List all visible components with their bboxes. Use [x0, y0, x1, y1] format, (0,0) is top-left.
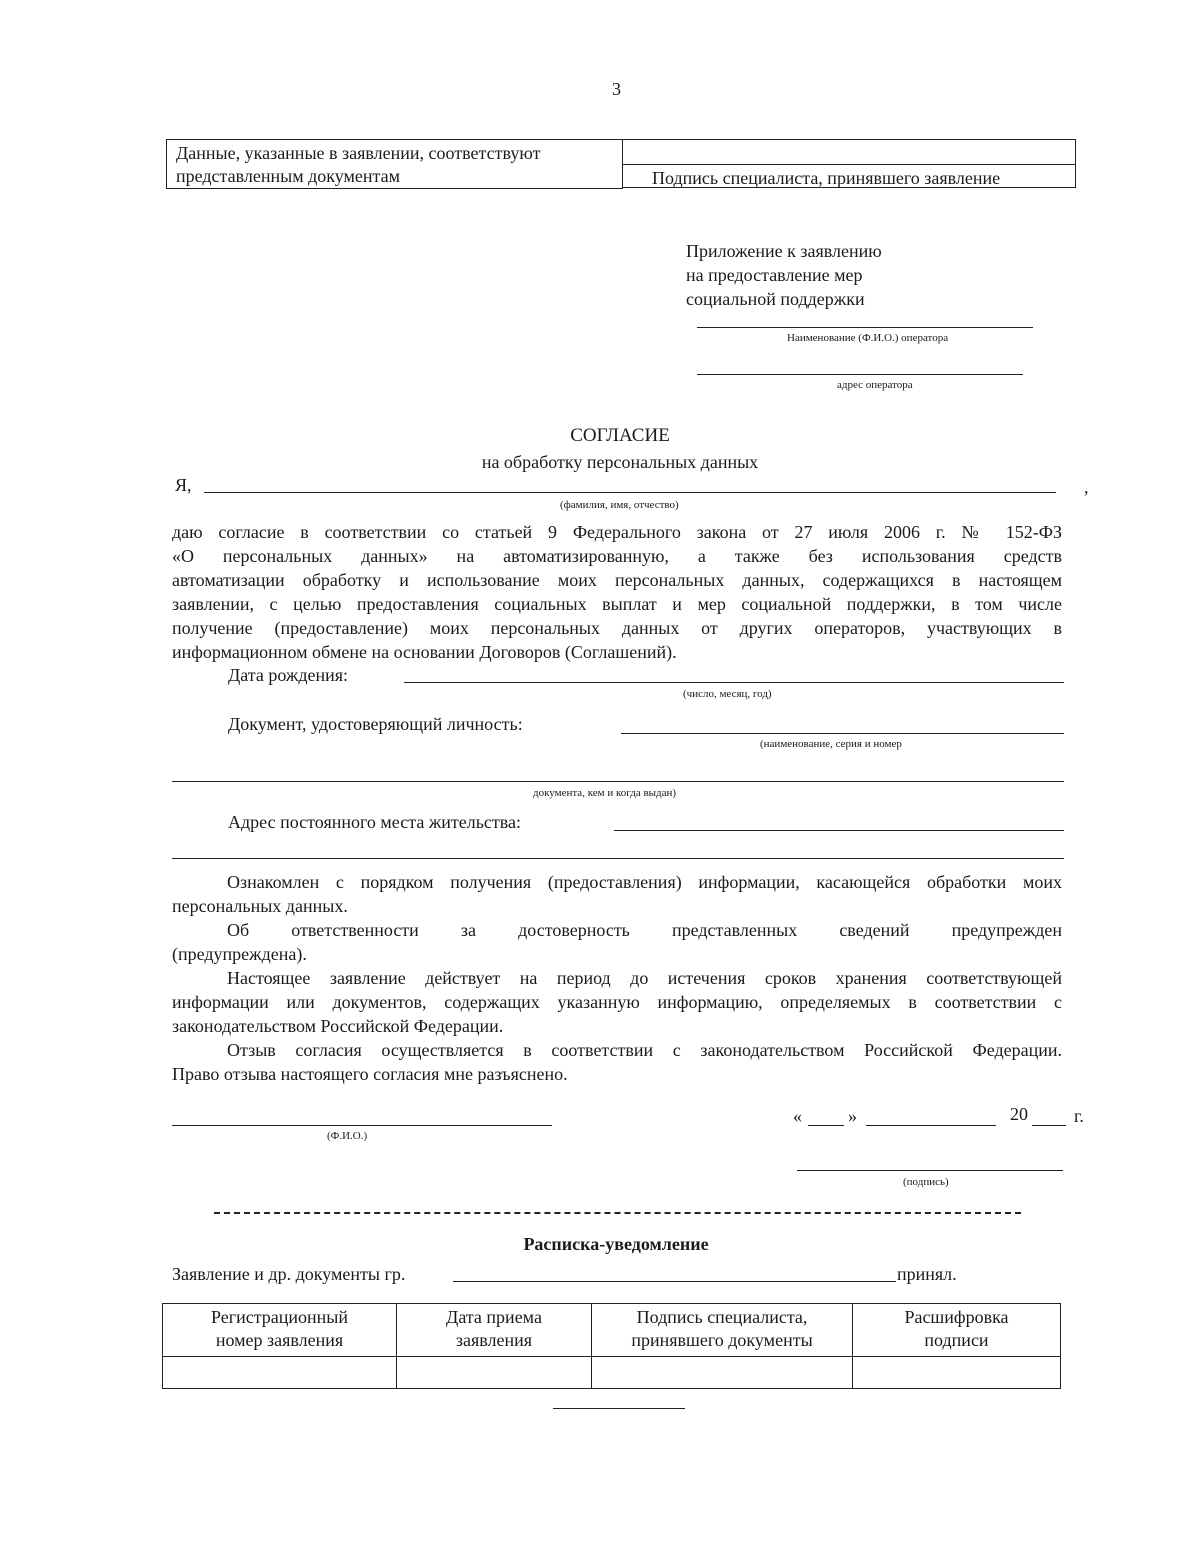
- receipt-date-cell[interactable]: [397, 1357, 592, 1389]
- paragraph-text: (предупреждена).: [172, 944, 307, 964]
- column-header-line: подписи: [924, 1330, 989, 1350]
- column-header-line: Регистрационный: [210, 1307, 349, 1327]
- column-header-line: Дата приема: [446, 1307, 542, 1327]
- applicant-name-field[interactable]: [453, 1281, 896, 1282]
- paragraph-text: Отзыв согласия осуществляется в соответствии с законодательством Российской Федерации.: [227, 1040, 1062, 1060]
- receipt-table-row: [163, 1357, 1061, 1389]
- specialist-signature-cell[interactable]: [592, 1357, 853, 1389]
- identity-document-field-2[interactable]: [172, 781, 1064, 782]
- paragraph-text: законодательством Российской Федерации.: [172, 1016, 504, 1036]
- address-label: Адрес постоянного места жительства:: [228, 812, 522, 832]
- consent-body-line: автоматизации обработку и использование моих персональных данных, содержащихся в настоящем: [172, 570, 1062, 590]
- column-header-line: принявшего документы: [631, 1330, 813, 1350]
- date-open-quote: «: [793, 1106, 802, 1126]
- consent-body-line: информационном обмене на основании Договоров (Соглашений).: [172, 642, 677, 662]
- consent-body-line: заявлении, с целью предоставления социальных выплат и мер социальной поддержки, в том числе: [172, 594, 1062, 614]
- identity-document-field[interactable]: [621, 733, 1064, 734]
- date-year-field[interactable]: [1032, 1125, 1066, 1126]
- year-suffix: г.: [1074, 1106, 1084, 1126]
- identity-document-caption1: (наименование, серия и номер: [760, 738, 902, 750]
- date-day-field[interactable]: [808, 1125, 844, 1126]
- date-close-quote: »: [848, 1106, 857, 1126]
- column-header-line: заявления: [455, 1330, 533, 1350]
- column-header-line: Расшифровка: [904, 1307, 1009, 1327]
- page-number: 3: [612, 79, 621, 99]
- signer-fio-caption: (Ф.И.О.): [327, 1130, 368, 1142]
- acknowledgement-paragraphs: [172, 870, 1062, 1086]
- identity-document-label: Документ, удостоверяющий личность:: [228, 714, 523, 734]
- birth-date-field[interactable]: [404, 682, 1064, 683]
- i-label: Я,: [175, 475, 192, 495]
- paragraph-text: Об ответственности за достоверность представленных сведений предупрежден: [227, 920, 1062, 940]
- operator-name-field[interactable]: [697, 327, 1033, 328]
- date-month-field[interactable]: [866, 1125, 996, 1126]
- column-header: [853, 1304, 1061, 1357]
- signature-field[interactable]: [797, 1170, 1063, 1171]
- cut-line: [214, 1212, 1021, 1214]
- consent-subtitle: на обработку персональных данных: [481, 452, 759, 472]
- paragraph-text: Право отзыва настоящего согласия мне разъяснено.: [172, 1064, 568, 1084]
- appendix-line1: Приложение к заявлению: [686, 241, 882, 261]
- appendix-line2: на предоставление мер: [686, 265, 863, 285]
- paragraph-text: персональных данных.: [172, 896, 348, 916]
- birth-date-label: Дата рождения:: [228, 665, 349, 685]
- birth-date-caption: (число, месяц, год): [683, 688, 772, 700]
- verification-table: [166, 139, 1074, 189]
- consent-body-line: даю согласие в соответствии со статьей 9 Федерального закона от 27 июля 2006 г. № 152-ФЗ: [172, 522, 1062, 542]
- signature-field-cell[interactable]: [622, 139, 1076, 165]
- column-header: [397, 1304, 592, 1357]
- paragraph-text: Настоящее заявление действует на период до истечения сроков хранения соответствующей: [227, 968, 1062, 988]
- receipt-line-suffix: принял.: [897, 1264, 957, 1284]
- column-header-line: номер заявления: [215, 1330, 344, 1350]
- verification-text-line1: Данные, указанные в заявлении, соответствуют: [176, 143, 541, 163]
- appendix-line3: социальной поддержки: [686, 289, 865, 309]
- operator-address-field[interactable]: [697, 374, 1023, 375]
- full-name-field[interactable]: [204, 492, 1056, 493]
- signature-decoding-cell[interactable]: [853, 1357, 1061, 1389]
- receipt-table: [162, 1303, 1061, 1389]
- receipt-title: Расписка-уведомление: [523, 1234, 709, 1254]
- signer-fio-field[interactable]: [172, 1125, 552, 1126]
- identity-document-caption2: документа, кем и когда выдан): [533, 787, 677, 799]
- verification-text-line2: представленным документам: [176, 166, 400, 186]
- signature-caption: (подпись): [903, 1176, 949, 1188]
- registration-number-cell[interactable]: [163, 1357, 397, 1389]
- year-prefix: 20: [1010, 1104, 1028, 1124]
- operator-name-caption: Наименование (Ф.И.О.) оператора: [787, 332, 949, 344]
- consent-title: СОГЛАСИЕ: [570, 425, 670, 446]
- receipt-line-prefix: Заявление и др. документы гр.: [172, 1264, 406, 1284]
- paragraph-text: информации или документов, содержащих указанную информацию, определяемых в соответствии с: [172, 992, 1062, 1012]
- specialist-signature-caption: Подпись специалиста, принявшего заявление: [652, 168, 1001, 188]
- column-header-line: Подпись специалиста,: [636, 1307, 808, 1327]
- consent-body-line: «О персональных данных» на автоматизированную, а также без использования средств: [172, 546, 1062, 566]
- receipt-table-header-row: [163, 1304, 1061, 1357]
- consent-body-line: получение (предоставление) моих персональных данных от других операторов, участвующих в: [172, 618, 1062, 638]
- column-header: [592, 1304, 853, 1357]
- end-divider: [553, 1408, 685, 1409]
- operator-address-caption: адрес оператора: [837, 379, 913, 391]
- address-field-2[interactable]: [172, 858, 1064, 859]
- consent-body: [172, 520, 1062, 664]
- full-name-comma: ,: [1084, 477, 1089, 497]
- paragraph-text: Ознакомлен с порядком получения (предоставления) информации, касающейся обработки моих: [227, 872, 1062, 892]
- column-header: [163, 1304, 397, 1357]
- full-name-caption: (фамилия, имя, отчество): [560, 499, 679, 511]
- address-field[interactable]: [614, 830, 1064, 831]
